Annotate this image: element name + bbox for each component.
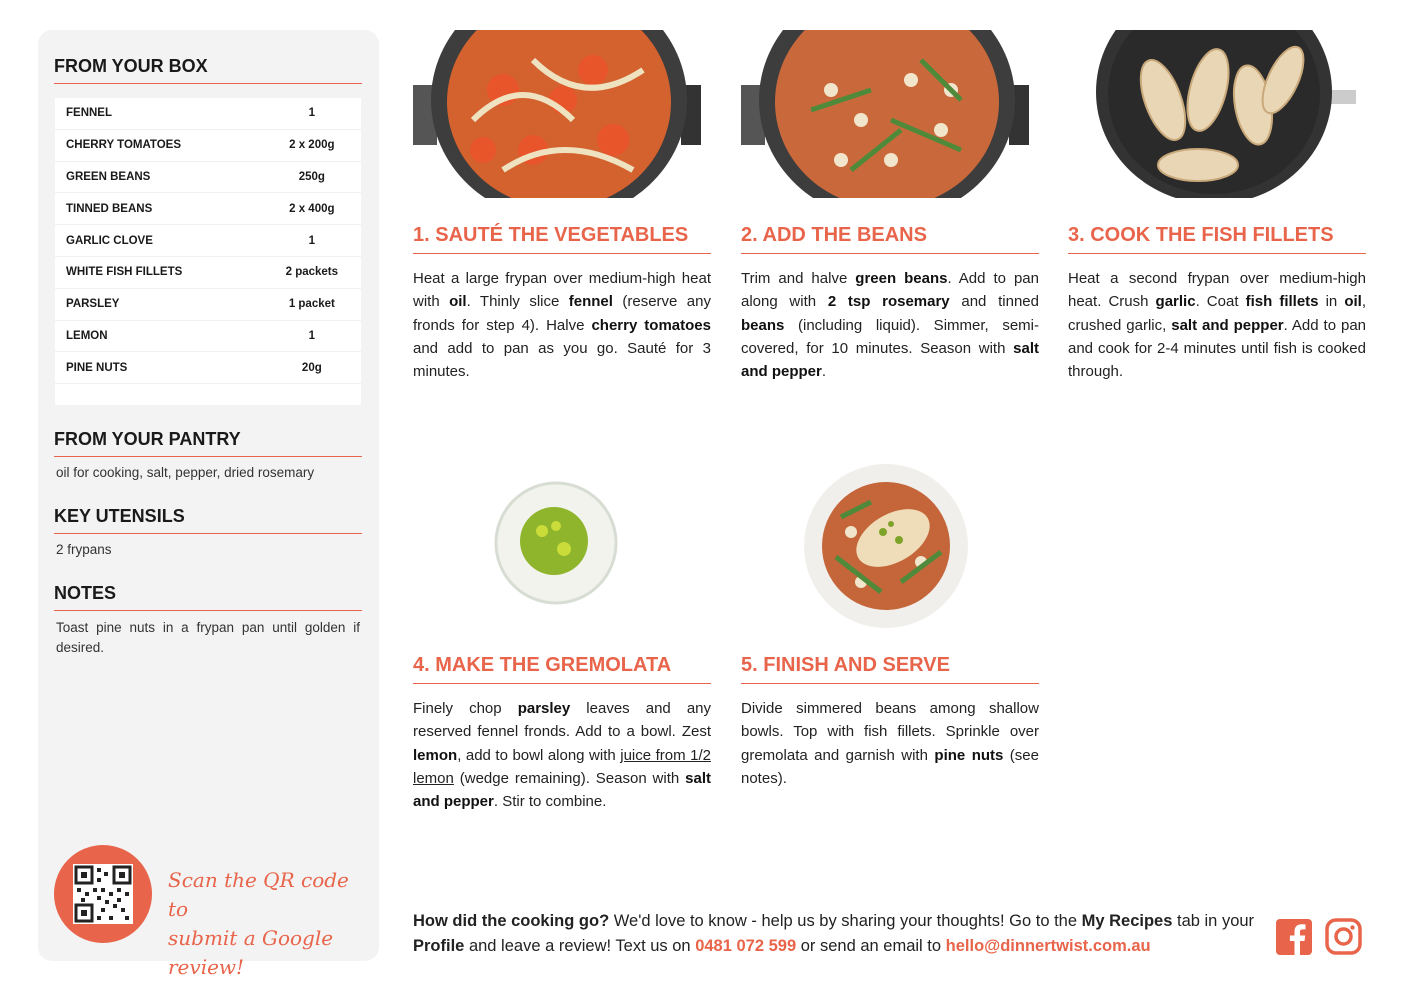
ingredient-name: CHERRY TOMATOES (66, 139, 182, 152)
ingredient-row (55, 98, 361, 130)
profile-label: Profile (413, 937, 465, 955)
step1-title: 1. SAUTÉ THE VEGETABLES (413, 224, 711, 254)
step3-title: 3. COOK THE FISH FILLETS (1068, 224, 1366, 254)
footer-question: How did the cooking go? (413, 912, 610, 930)
ingredient-name: PINE NUTS (66, 361, 128, 374)
ingredient-qty: 2 x 200g (289, 139, 335, 152)
step5-text (741, 697, 1039, 790)
step3-text (1068, 267, 1366, 383)
text-run: (see notes). (741, 746, 1039, 787)
qr-tagline (168, 866, 368, 982)
step4-text (413, 697, 711, 813)
text-run: . Add to pan and cook for 2-4 minutes until fish is cooked through. (1068, 316, 1366, 381)
footer-text2: tab in your (1172, 912, 1255, 930)
ingredient-name: GREEN BEANS (66, 170, 151, 183)
step2-title: 2. ADD THE BEANS (741, 224, 1039, 254)
text-run: oil (449, 293, 467, 311)
step1-text (413, 267, 711, 383)
text-run: Heat a second frypan over medium-high heat. Crush (1068, 270, 1366, 311)
text-run: green beans (855, 270, 948, 287)
ingredient-name: WHITE FISH FILLETS (66, 266, 183, 279)
qr-badge[interactable] (54, 845, 152, 943)
text-run: , crushed garlic, (1068, 293, 1366, 334)
text-run: fennel (568, 293, 613, 311)
ingredient-name: GARLIC CLOVE (66, 234, 153, 247)
ingredient-qty: 20g (301, 361, 322, 374)
pantry-title: FROM YOUR PANTRY (54, 429, 362, 457)
text-run: leaves and any reserved fennel fronds. Add to a bowl. Zest (413, 700, 712, 741)
notes-text: Toast pine nuts in a frypan pan until golden if desired. (56, 620, 360, 655)
ingredient-name: PARSLEY (66, 298, 120, 311)
step1-photo (413, 30, 711, 198)
text-run: . Thinly slice (466, 293, 569, 311)
step2-text (741, 267, 1039, 383)
text-run: , add to bowl along with (457, 746, 621, 764)
text-run: beans (741, 316, 785, 334)
facebook-icon[interactable] (1276, 919, 1312, 955)
ingredient-qty: 1 (308, 107, 316, 120)
qr-tagline-line1: Scan the QR code to (168, 868, 349, 921)
footer-text4: or send an email to (796, 937, 946, 955)
notes-title: NOTES (54, 583, 362, 611)
ingredient-qty: 250g (298, 170, 325, 183)
text-run: . Stir to combine. (493, 793, 607, 811)
text-run: Trim and halve (741, 270, 856, 287)
my-recipes-label: My Recipes (1081, 912, 1173, 930)
ingredient-qty: 1 (308, 234, 316, 247)
pantry-text: oil for cooking, salt, pepper, dried rosemary (56, 465, 315, 480)
utensils-title: KEY UTENSILS (54, 506, 362, 534)
text-run: Heat a large frypan over medium-high heat with (413, 270, 711, 311)
sidebar (38, 30, 379, 979)
text-run: . (821, 363, 827, 381)
step5-title: 5. FINISH AND SERVE (741, 654, 1039, 684)
ingredient-qty: 2 x 400g (289, 202, 335, 215)
text-run: 2 tsp rosemary (827, 293, 950, 311)
ingredient-qty: 2 packets (285, 266, 339, 279)
step4-title: 4. MAKE THE GREMOLATA (413, 654, 711, 684)
instagram-icon[interactable] (1325, 918, 1362, 955)
step5-photo (801, 462, 971, 630)
text-run: . Coat (1195, 293, 1246, 311)
text-run: fish fillets (1245, 293, 1319, 311)
feedback-footer (413, 909, 1263, 959)
text-run: juice from 1/2 lemon (413, 746, 711, 787)
ingredient-row (55, 352, 361, 384)
text-run: pine nuts (934, 746, 1004, 764)
ingredient-row (55, 193, 361, 225)
ingredient-name: FENNEL (66, 107, 112, 120)
text-run: lemon (413, 746, 458, 764)
text-run: parsley (517, 700, 571, 717)
step4-photo (494, 481, 618, 605)
ingredient-row (55, 321, 361, 353)
text-run: oil (1344, 293, 1362, 311)
text-run: salt and pepper (413, 769, 711, 811)
text-run: cherry tomatoes (591, 316, 711, 334)
ingredient-name: TINNED BEANS (66, 202, 153, 215)
ingredient-qty: 1 (308, 329, 316, 342)
step2-photo (741, 30, 1039, 198)
text-run: Divide simmered beans among shallow bowls. Top with fish fillets. Sprinkle over gremolata and garnish with (741, 700, 1039, 764)
text-run: (reserve any fronds for step 4). Halve (413, 293, 711, 334)
text-run: (wedge remaining). Season with (453, 769, 686, 787)
text-run: Finely chop (413, 700, 518, 717)
ingredient-row (55, 162, 361, 194)
text-run: and add to pan as you go. Sauté for 3 minutes. (413, 339, 711, 381)
text-run: in (1318, 293, 1345, 311)
text-run: garlic (1155, 293, 1196, 311)
qr-code-icon[interactable] (73, 864, 133, 924)
box-title: FROM YOUR BOX (54, 56, 362, 84)
ingredient-row (55, 225, 361, 257)
footer-text1: We'd love to know - help us by sharing your thoughts! Go to the (609, 912, 1082, 930)
ingredient-name: LEMON (66, 329, 108, 342)
phone-link[interactable]: 0481 072 599 (695, 937, 797, 955)
text-run: salt and pepper (1171, 316, 1284, 334)
text-run: (including liquid). Simmer, semi-covered, for 10 minutes. Season with (741, 316, 1039, 357)
ingredient-row (55, 289, 361, 321)
text-run: . Add to pan along with (741, 270, 1039, 311)
footer-text3: and leave a review! Text us on (464, 937, 696, 955)
box-ingredients-table (55, 98, 361, 405)
qr-tagline-line2: submit a Google review! (168, 926, 334, 979)
text-run: salt and pepper (741, 339, 1039, 381)
ingredient-row (55, 257, 361, 289)
email-link[interactable]: hello@dinnertwist.com.au (945, 937, 1151, 955)
utensils-text: 2 frypans (56, 542, 112, 557)
step3-photo (1068, 30, 1366, 198)
ingredient-qty: 1 packet (288, 298, 335, 311)
text-run: and tinned (949, 293, 1039, 311)
ingredient-row (55, 130, 361, 162)
